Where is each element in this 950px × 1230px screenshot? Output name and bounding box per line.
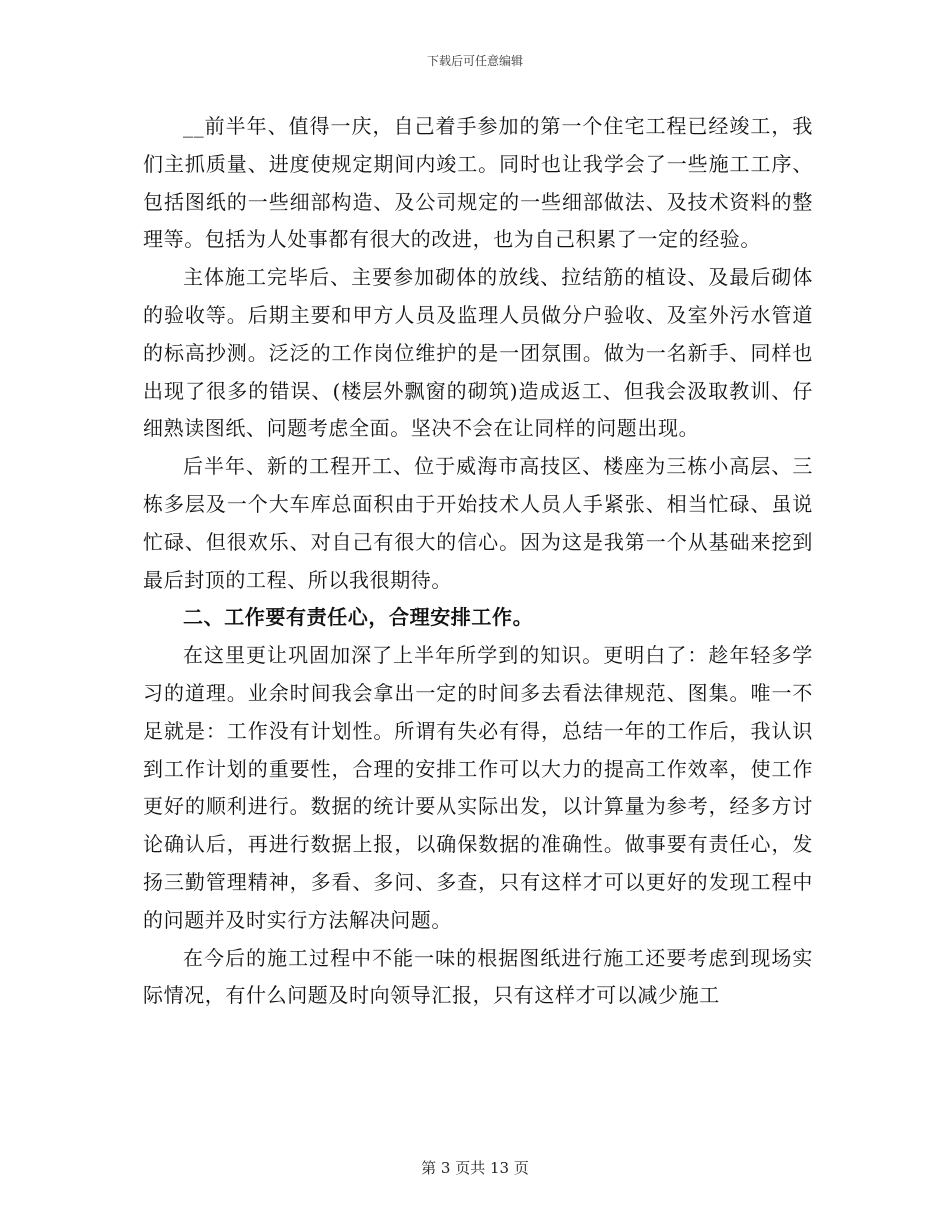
- paragraph-first-half-year: __前半年、值得一庆，自己着手参加的第一个住宅工程已经竣工，我们主抓质量、进度使规定期间内竣工。同时也让我学会了一些施工工序、包括图纸的一些细部构造、及公司规定的一些细部做法、及技术资料的整理等。包括为人处事都有很大的改进，也为自己积累了一定的经验。: [143, 114, 813, 252]
- paragraph-work-planning: 在这里更让巩固加深了上半年所学到的知识。更明白了：趁年轻多学习的道理。业余时间我会拿出一定的时间多去看法律规范、图集。唯一不足就是：工作没有计划性。所谓有失必有得，总结一年的工作后，我认识到工作计划的重要性，合理的安排工作可以大力的提高工作效率，使工作更好的顺利进行。数据的统计要从实际出发，以计算量为参考，经多方讨论确认后，再进行数据上报，以确保数据的准确性。做事要有责任心，发扬三勤管理精神，多看、多问、多查，只有这样才可以更好的发现工程中的问题并及时实行方法解决问题。: [143, 643, 813, 932]
- page-footer: 第 3 页共 13 页: [421, 1159, 529, 1177]
- paragraph-second-half-year: 后半年、新的工程开工、位于威海市高技区、楼座为三栋小高层、三栋多层及一个大车库总面积由于开始技术人员人手紧张、相当忙碌、虽说忙碌、但很欢乐、对自己有很大的信心。因为这是我第一个从基础来挖到最后封顶的工程、所以我很期待。: [143, 454, 813, 592]
- document-body: [143, 108, 813, 1015]
- section-heading-responsibility: 二、工作要有责任心，合理安排工作。: [183, 605, 534, 630]
- paragraph-future-construction: 在今后的施工过程中不能一味的根据图纸进行施工还要考虑到现场实际情况，有什么问题及时向领导汇报，只有这样才可以减少施工: [143, 945, 813, 1008]
- paragraph-main-construction: 主体施工完毕后、主要参加砌体的放线、拉结筋的植设、及最后砌体的验收等。后期主要和甲方人员及监理人员做分户验收、及室外污水管道的标高抄测。泛泛的工作岗位维护的是一团氛围。做为一名新手、同样也出现了很多的错误、(楼层外飘窗的砌筑)造成返工、但我会汲取教训、仔细熟读图纸、问题考虑全面。坚决不会在让同样的问题出现。: [143, 265, 813, 441]
- page-header: 下载后可任意编辑: [426, 54, 523, 68]
